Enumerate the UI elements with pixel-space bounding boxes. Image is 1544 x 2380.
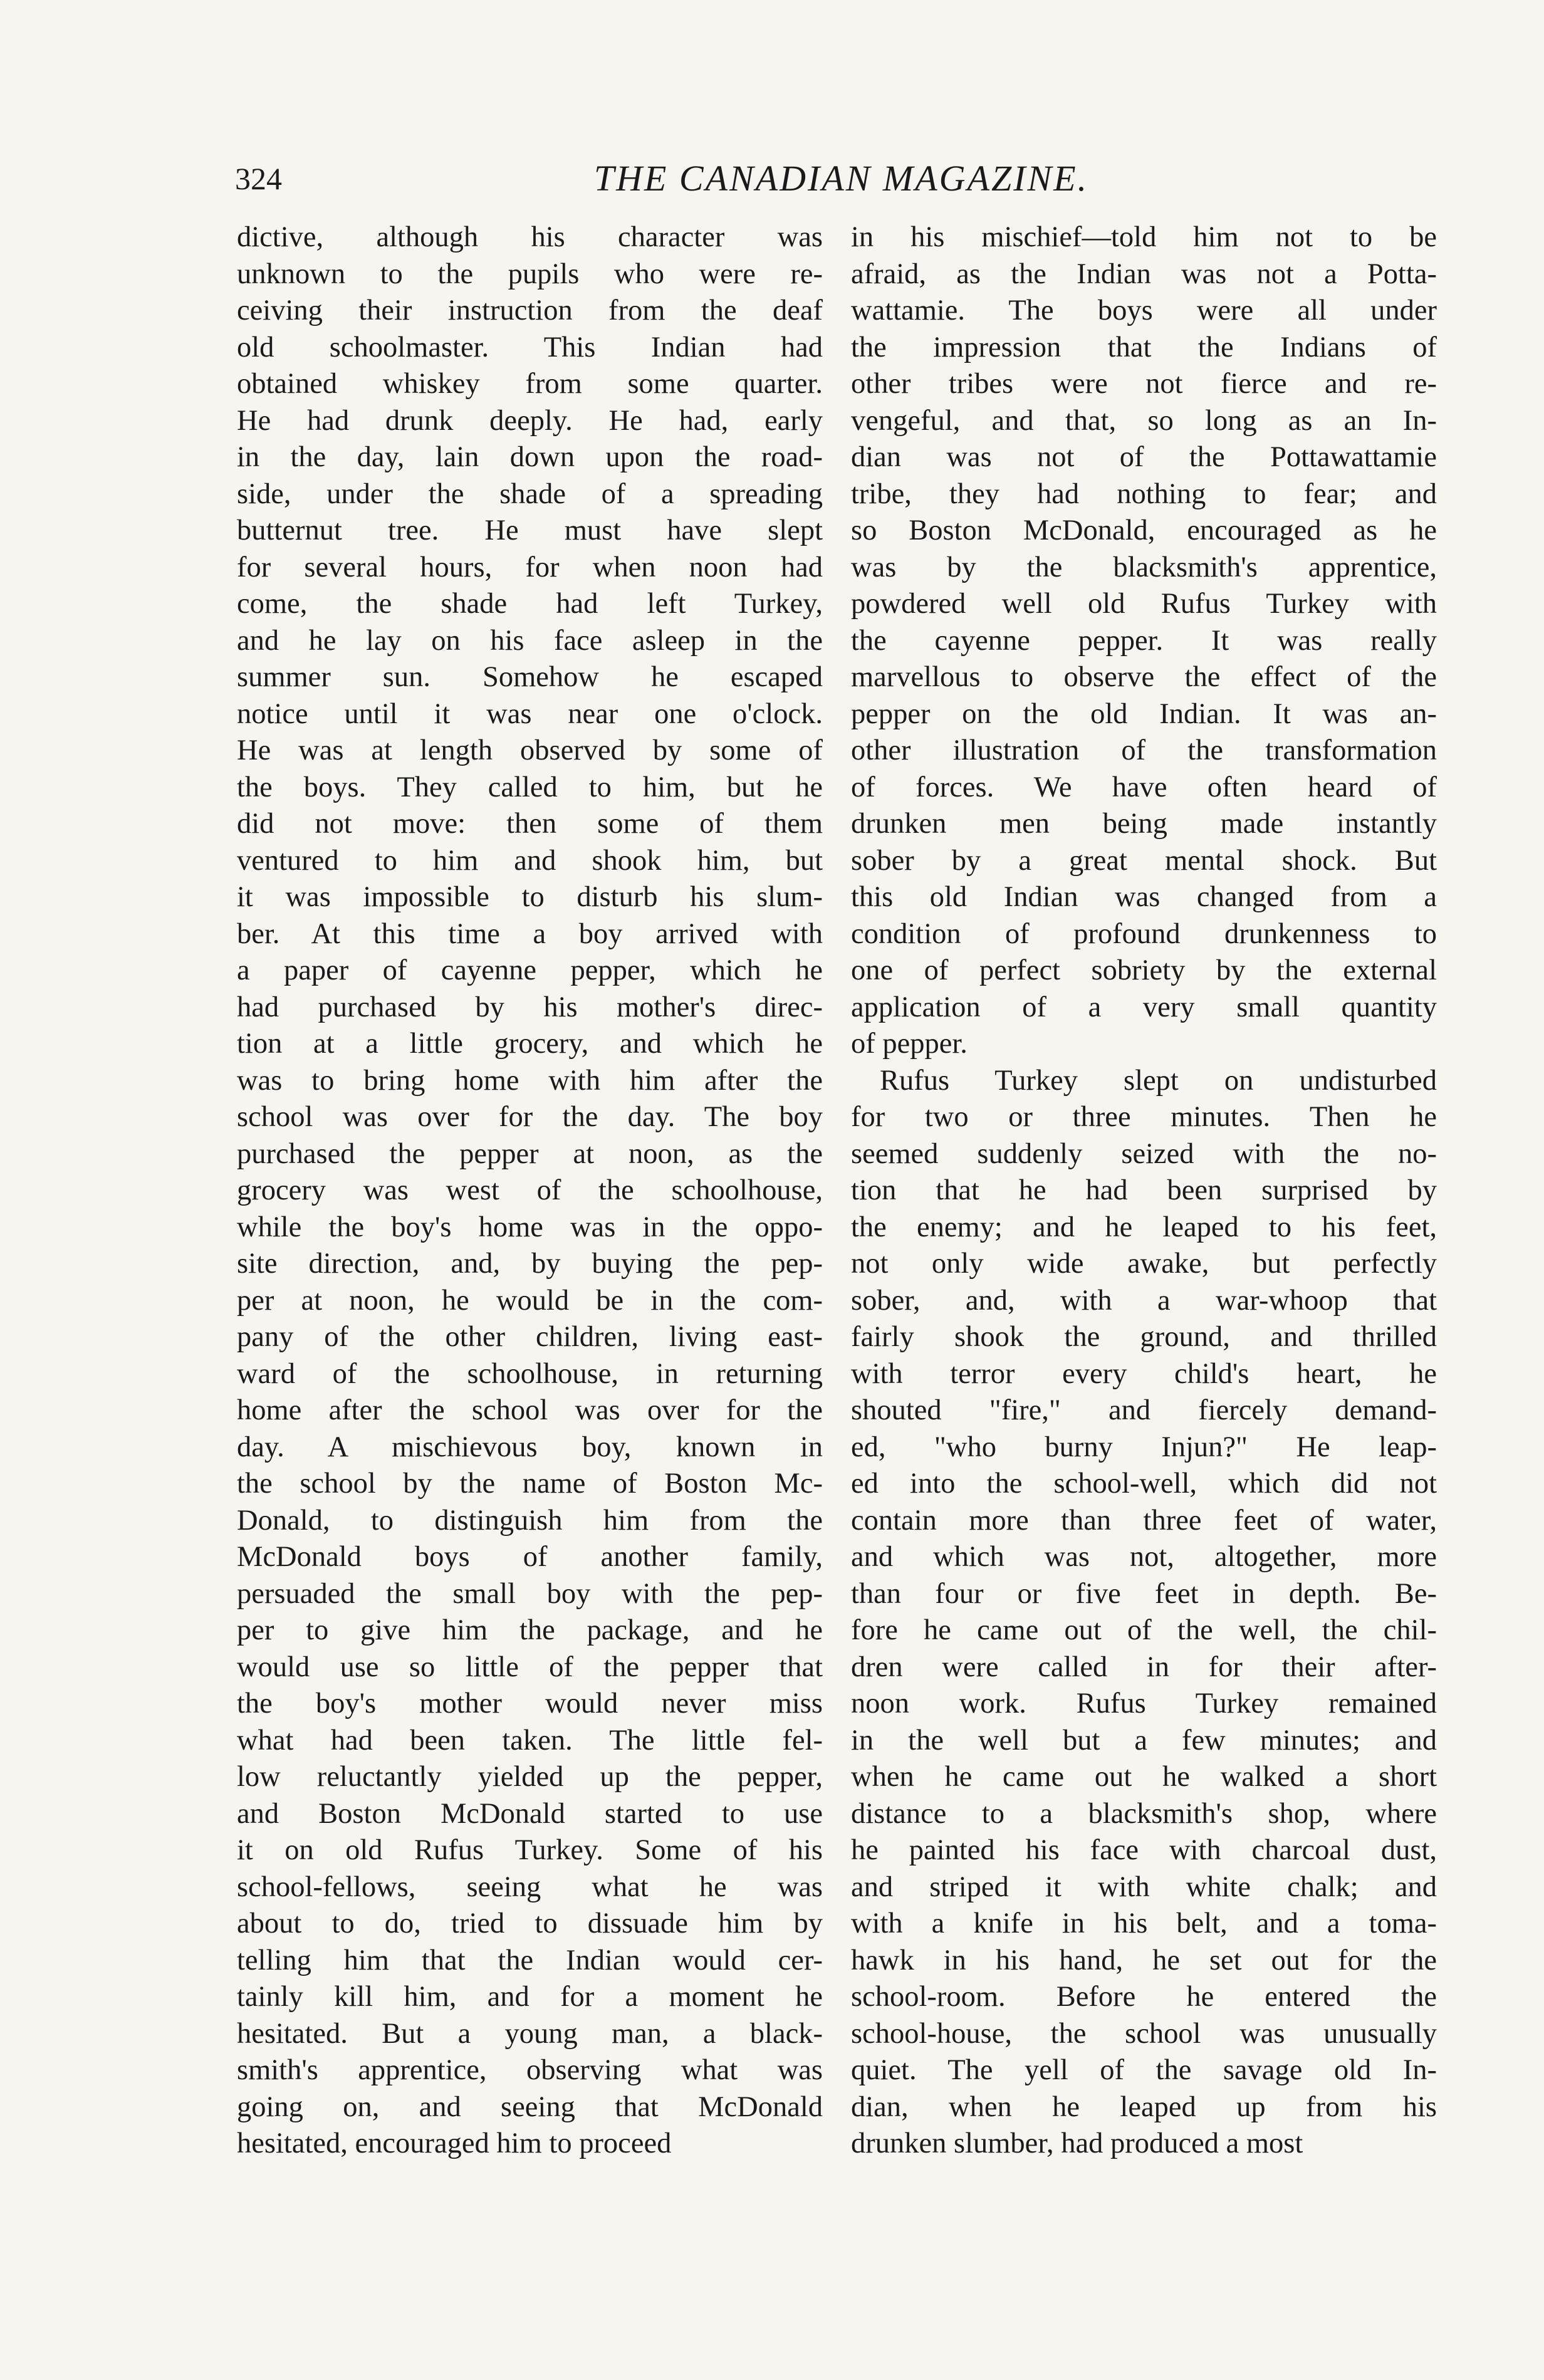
text-line: the cayenne pepper. It was really (851, 624, 1437, 657)
text-line: drunken slumber, had produced a most (851, 2127, 1303, 2159)
text-line: pany of the other children, living east- (237, 1321, 823, 1353)
text-line: contain more than three feet of water, (851, 1504, 1437, 1537)
text-line: sober, and, with a war-whoop that (851, 1284, 1437, 1317)
page-number: 324 (235, 161, 282, 196)
text-line: in the well but a few minutes; and (851, 1724, 1437, 1756)
text-line: dictive, although his character was (237, 221, 823, 253)
text-line: purchased the pepper at noon, as the (237, 1137, 823, 1170)
text-line: hesitated. But a young man, a black- (237, 2017, 823, 2050)
text-line: sober by a great mental shock. But (851, 844, 1437, 877)
text-line: Donald, to distinguish him from the (237, 1504, 823, 1537)
text-line: vengeful, and that, so long as an In- (851, 404, 1437, 437)
text-line: would use so little of the pepper that (237, 1651, 823, 1683)
text-line: when he came out he walked a short (851, 1761, 1437, 1793)
text-line: obtained whiskey from some quarter. (237, 368, 823, 400)
text-line: Rufus Turkey slept on undisturbed (880, 1064, 1437, 1097)
text-line: for two or three minutes. Then he (851, 1101, 1437, 1133)
text-line: not only wide awake, but perfectly (851, 1248, 1437, 1280)
text-line: tion that he had been surprised by (851, 1174, 1437, 1206)
text-line: afraid, as the Indian was not a Potta- (851, 258, 1437, 290)
text-line: seemed suddenly seized with the no- (851, 1137, 1437, 1170)
text-line: distance to a blacksmith's shop, where (851, 1797, 1437, 1830)
text-line: in his mischief—told him not to be (851, 221, 1437, 253)
text-line: had purchased by his mother's direc- (237, 991, 823, 1023)
text-line: it was impossible to disturb his slum- (237, 881, 823, 913)
text-line: was by the blacksmith's apprentice, (851, 551, 1437, 583)
text-line: did not move: then some of them (237, 808, 823, 840)
text-line: with a knife in his belt, and a toma- (851, 1908, 1437, 1939)
text-line: tribe, they had nothing to fear; and (851, 478, 1437, 510)
text-line: ventured to him and shook him, but (237, 844, 823, 877)
text-line: it on old Rufus Turkey. Some of his (237, 1834, 823, 1866)
left-text-column (237, 219, 823, 2163)
text-line: was to bring home with him after the (237, 1064, 823, 1097)
text-line: and Boston McDonald started to use (237, 1797, 823, 1830)
text-line: site direction, and, by buying the pep- (237, 1248, 823, 1280)
text-line: per at noon, he would be in the com- (237, 1284, 823, 1317)
text-line: a paper of cayenne pepper, which he (237, 954, 823, 986)
text-line: notice until it was near one o'clock. (237, 697, 823, 730)
text-line: persuaded the small boy with the pep- (237, 1577, 823, 1610)
text-line: ceiving their instruction from the deaf (237, 295, 823, 326)
text-line: school-room. Before he entered the (851, 1981, 1437, 2013)
text-line: home after the school was over for the (237, 1394, 823, 1426)
text-line: of pepper. (851, 1028, 968, 1060)
text-line: what had been taken. The little fel- (237, 1724, 823, 1756)
text-line: the boys. They called to him, but he (237, 771, 823, 803)
text-line: other tribes were not fierce and re- (851, 368, 1437, 400)
text-line: application of a very small quantity (851, 991, 1437, 1023)
text-line: tion at a little grocery, and which he (237, 1028, 823, 1060)
text-line: butternut tree. He must have slept (237, 514, 823, 546)
text-line: school-house, the school was unusually (851, 2017, 1437, 2050)
text-line: and striped it with white chalk; and (851, 1871, 1437, 1903)
text-line: dian, when he leaped up from his (851, 2090, 1437, 2123)
text-line: smith's apprentice, observing what was (237, 2054, 823, 2086)
text-line: than four or five feet in depth. Be- (851, 1577, 1437, 1610)
text-line: McDonald boys of another family, (237, 1541, 823, 1573)
right-text-column (851, 219, 1437, 2163)
text-line: for several hours, for when noon had (237, 551, 823, 583)
text-line: noon work. Rufus Turkey remained (851, 1688, 1437, 1720)
text-line: quiet. The yell of the savage old In- (851, 2054, 1437, 2086)
text-line: tainly kill him, and for a moment he (237, 1981, 823, 2013)
text-line: school was over for the day. The boy (237, 1101, 823, 1133)
text-line: ber. At this time a boy arrived with (237, 917, 823, 950)
text-line: old schoolmaster. This Indian had (237, 331, 823, 363)
text-line: while the boy's home was in the oppo- (237, 1211, 823, 1243)
text-line: the school by the name of Boston Mc- (237, 1468, 823, 1500)
text-line: summer sun. Somehow he escaped (237, 661, 823, 693)
text-line: shouted "fire," and fiercely demand- (851, 1394, 1437, 1426)
text-line: the boy's mother would never miss (237, 1688, 823, 1720)
text-line: so Boston McDonald, encouraged as he (851, 514, 1437, 546)
text-line: ed, "who burny Injun?" He leap- (851, 1431, 1437, 1463)
text-line: hawk in his hand, he set out for the (851, 1944, 1437, 1976)
page-header (235, 154, 1448, 204)
text-line: come, the shade had left Turkey, (237, 588, 823, 620)
text-line: unknown to the pupils who were re- (237, 258, 823, 290)
text-line: ed into the school-well, which did not (851, 1468, 1437, 1500)
text-line: he painted his face with charcoal dust, (851, 1834, 1437, 1866)
text-line: and which was not, altogether, more (851, 1541, 1437, 1573)
text-line: fairly shook the ground, and thrilled (851, 1321, 1437, 1353)
text-line: school-fellows, seeing what he was (237, 1871, 823, 1903)
text-line: drunken men being made instantly (851, 808, 1437, 840)
text-line: in the day, lain down upon the road- (237, 441, 823, 473)
text-line: going on, and seeing that McDonald (237, 2090, 823, 2123)
text-line: and he lay on his face asleep in the (237, 624, 823, 657)
text-line: grocery was west of the schoolhouse, (237, 1174, 823, 1206)
text-line: the impression that the Indians of (851, 331, 1437, 363)
text-line: marvellous to observe the effect of the (851, 661, 1437, 693)
text-line: powdered well old Rufus Turkey with (851, 588, 1437, 620)
text-line: of forces. We have often heard of (851, 771, 1437, 803)
text-line: about to do, tried to dissuade him by (237, 1908, 823, 1939)
text-line: with terror every child's heart, he (851, 1357, 1437, 1390)
text-line: other illustration of the transformation (851, 734, 1437, 766)
text-line: ward of the schoolhouse, in returning (237, 1357, 823, 1390)
text-line: telling him that the Indian would cer- (237, 1944, 823, 1976)
text-line: the enemy; and he leaped to his feet, (851, 1211, 1437, 1243)
text-line: He was at length observed by some of (237, 734, 823, 766)
text-line: side, under the shade of a spreading (237, 478, 823, 510)
text-line: one of perfect sobriety by the external (851, 954, 1437, 986)
text-line: dian was not of the Pottawattamie (851, 441, 1437, 473)
text-line: fore he came out of the well, the chil- (851, 1614, 1437, 1646)
text-line: hesitated, encouraged him to proceed (237, 2127, 672, 2159)
text-line: pepper on the old Indian. It was an- (851, 697, 1437, 730)
text-line: condition of profound drunkenness to (851, 917, 1437, 950)
text-line: per to give him the package, and he (237, 1614, 823, 1646)
text-line: this old Indian was changed from a (851, 881, 1437, 913)
text-line: dren were called in for their after- (851, 1651, 1437, 1683)
running-title: THE CANADIAN MAGAZINE. (593, 158, 1089, 199)
text-line: He had drunk deeply. He had, early (237, 404, 823, 437)
text-line: day. A mischievous boy, known in (237, 1431, 823, 1463)
text-line: wattamie. The boys were all under (851, 295, 1437, 326)
text-line: low reluctantly yielded up the pepper, (237, 1761, 823, 1793)
